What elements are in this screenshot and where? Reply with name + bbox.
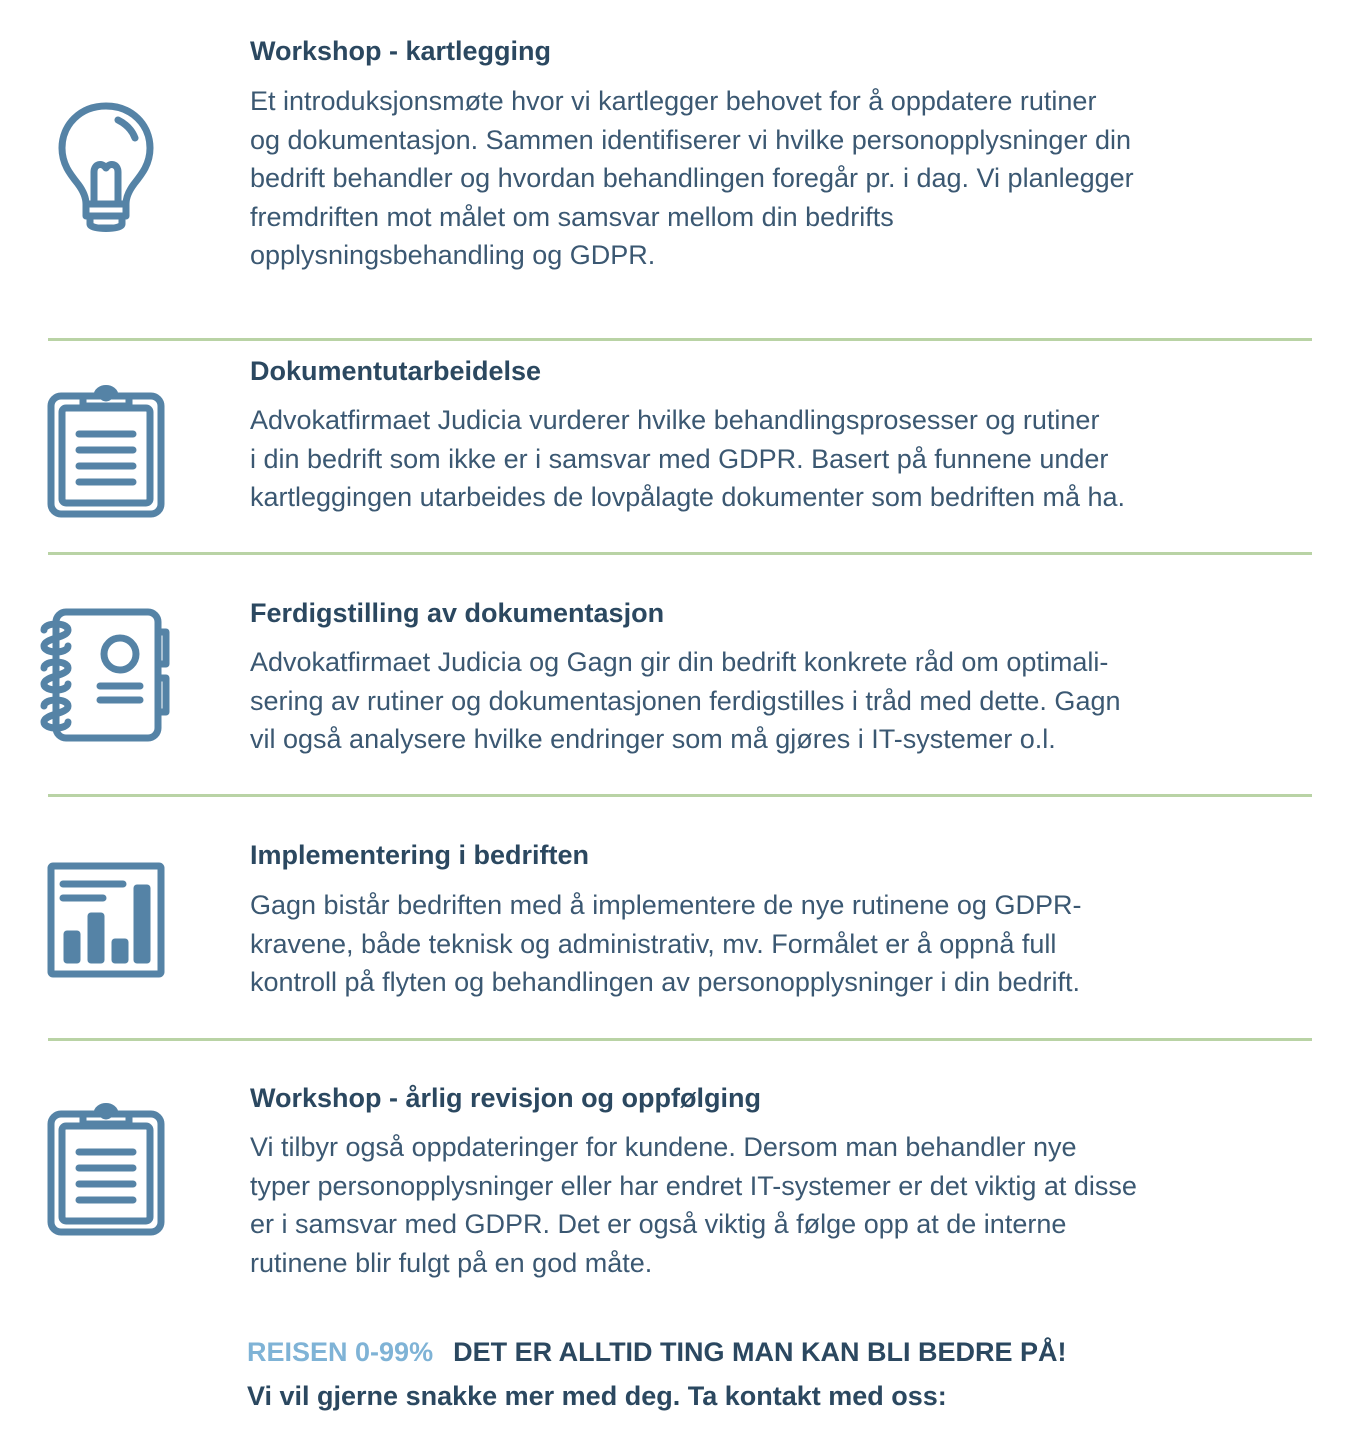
clipboard-icon <box>47 378 165 518</box>
section-title: Workshop - årlig revisjon og oppfølging <box>250 1083 761 1113</box>
section-title: Workshop - kartlegging <box>250 36 552 66</box>
footer-contact: Vi vil gjerne snakke mer med deg. Ta kontakt med oss: <box>247 1381 947 1411</box>
section-body: Advokatfirmaet Judicia vurderer hvilke behandlingsprosesser og rutiner i din bedrift som ikke er i samsvar med GDPR. Basert på funnene under kartleggingen utarbeides de lovpålagte dokumenter som bedriften må ha. <box>250 405 1126 512</box>
section-body: Et introduksjonsmøte hvor vi kartlegger behovet for å oppdatere rutiner og dokumentasjon. Sammen identifiserer vi hvilke personopplysninger din bedrift behandler og hvordan behandlingen foregår pr. i dag. Vi planlegger fremdriften mot målet om samsvar mellom din bedrifts opplysningsbehandling og GDPR. <box>250 86 1134 270</box>
lightbulb-icon <box>56 100 156 240</box>
footer-accent: REISEN 0-99% <box>247 1337 434 1367</box>
section-title: Dokumentutarbeidelse <box>250 356 542 386</box>
footer-headline <box>247 1337 1067 1368</box>
divider <box>48 552 1312 555</box>
section-body: Vi tilbyr også oppdateringer for kundene. Dersom man behandler nye typer personopplysninger eller har endret IT-systemer er det viktig at disse er i samsvar med GDPR. Det er også viktig å følge opp at de interne rutinene blir fulgt på en god måte. <box>250 1132 1137 1278</box>
divider <box>48 338 1312 341</box>
bar-chart-icon <box>47 862 165 978</box>
divider <box>48 1038 1312 1041</box>
section-body: Gagn bistår bedriften med å implementere de nye rutinene og GDPR- kravene, både teknisk og administrativ, mv. Formålet er å oppnå full kontroll på flyten og behandlingen av personopplysninger i din bedrift. <box>250 890 1082 997</box>
divider <box>48 794 1312 797</box>
section-title: Ferdigstilling av dokumentasjon <box>250 598 665 628</box>
address-book-icon <box>40 608 172 742</box>
footer-headline-text: DET ER ALLTID TING MAN KAN BLI BEDRE PÅ! <box>453 1337 1067 1367</box>
clipboard-icon <box>47 1096 165 1236</box>
section-body: Advokatfirmaet Judicia og Gagn gir din bedrift konkrete råd om optimali- sering av rutiner og dokumentasjonen ferdigstilles i tråd med dette. Gagn vil også analysere hvilke endringer som må gjøres i IT-systemer o.l. <box>250 647 1121 754</box>
section-title: Implementering i bedriften <box>250 840 590 870</box>
